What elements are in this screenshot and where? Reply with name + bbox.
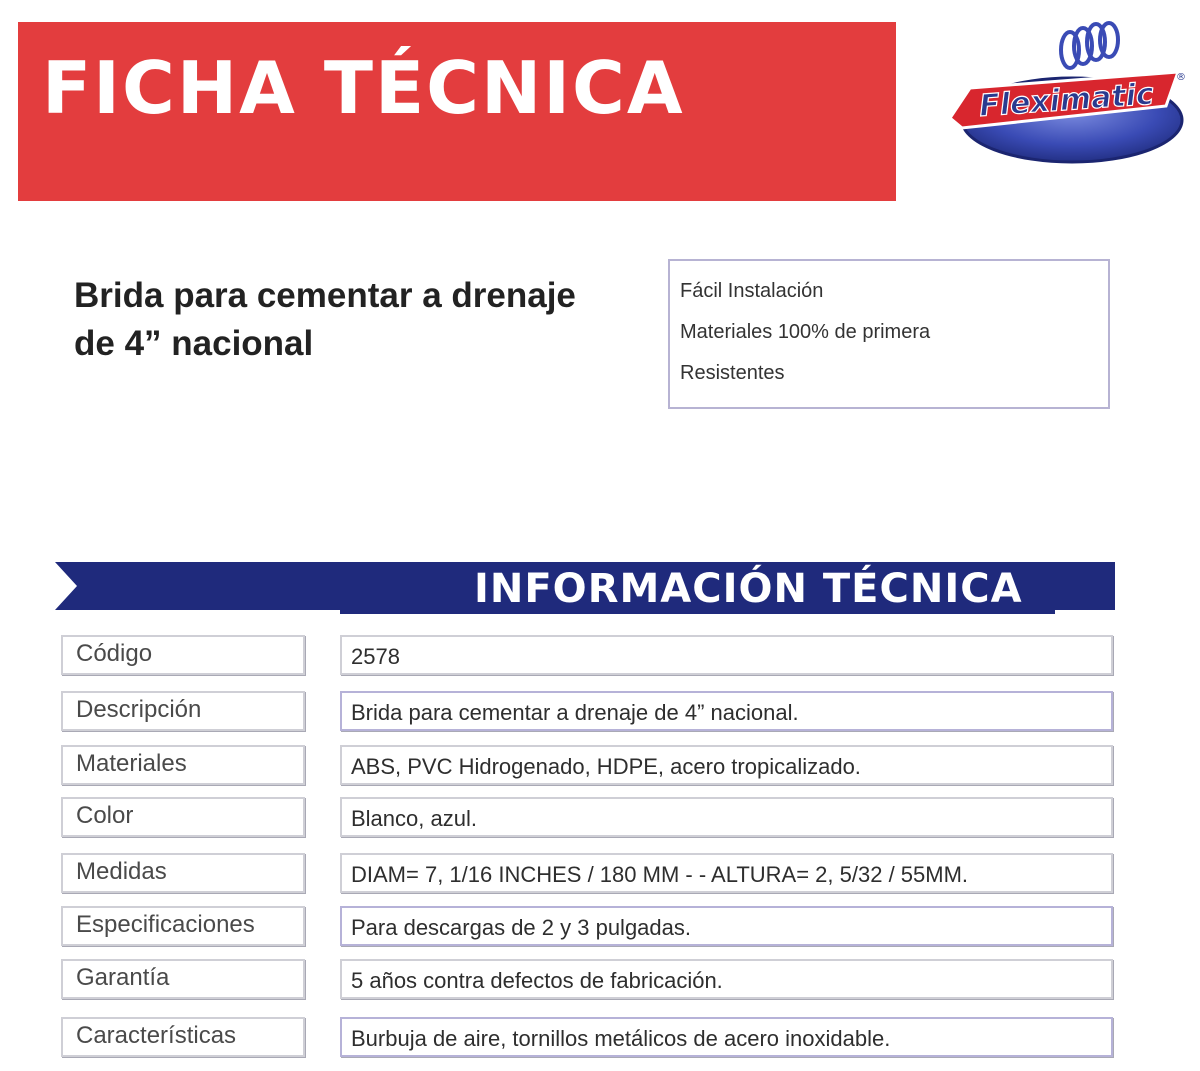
spec-value-caracteristicas: Burbuja de aire, tornillos metálicos de acero inoxidable.	[340, 1017, 1113, 1057]
feature-item: Fácil Instalación	[680, 280, 824, 302]
spec-label-codigo: Código	[61, 635, 305, 675]
spec-label-caracteristicas: Características	[61, 1017, 305, 1057]
spec-value-color: Blanco, azul.	[340, 797, 1113, 837]
spec-label-color: Color	[61, 797, 305, 837]
logo-wordmark: Fleximatic	[978, 76, 1155, 124]
spec-label-descripcion: Descripción	[61, 691, 305, 731]
svg-text:®: ®	[1176, 72, 1186, 83]
fleximatic-logo	[940, 20, 1190, 170]
product-title: Brida para cementar a drenaje de 4” nacional	[74, 276, 576, 363]
feature-item: Resistentes	[680, 362, 785, 384]
spec-label-especificaciones: Especificaciones	[61, 906, 305, 946]
spec-value-garantia: 5 años contra defectos de fabricación.	[340, 959, 1113, 999]
spec-value-materiales: ABS, PVC Hidrogenado, HDPE, acero tropicalizado.	[340, 745, 1113, 785]
section-title: INFORMACIÓN TÉCNICA	[474, 566, 1023, 612]
page-title: FICHA TÉCNICA	[42, 46, 685, 130]
spec-label-garantia: Garantía	[61, 959, 305, 999]
spec-value-medidas: DIAM= 7, 1/16 INCHES / 180 MM - - ALTURA= 2, 5/32 / 55MM.	[340, 853, 1113, 893]
spec-value-especificaciones: Para descargas de 2 y 3 pulgadas.	[340, 906, 1113, 946]
spec-value-descripcion: Brida para cementar a drenaje de 4” nacional.	[340, 691, 1113, 731]
features-box	[668, 259, 1110, 409]
spec-label-medidas: Medidas	[61, 853, 305, 893]
spec-label-materiales: Materiales	[61, 745, 305, 785]
feature-item: Materiales 100% de primera	[680, 321, 931, 343]
spec-value-codigo: 2578	[340, 635, 1113, 675]
